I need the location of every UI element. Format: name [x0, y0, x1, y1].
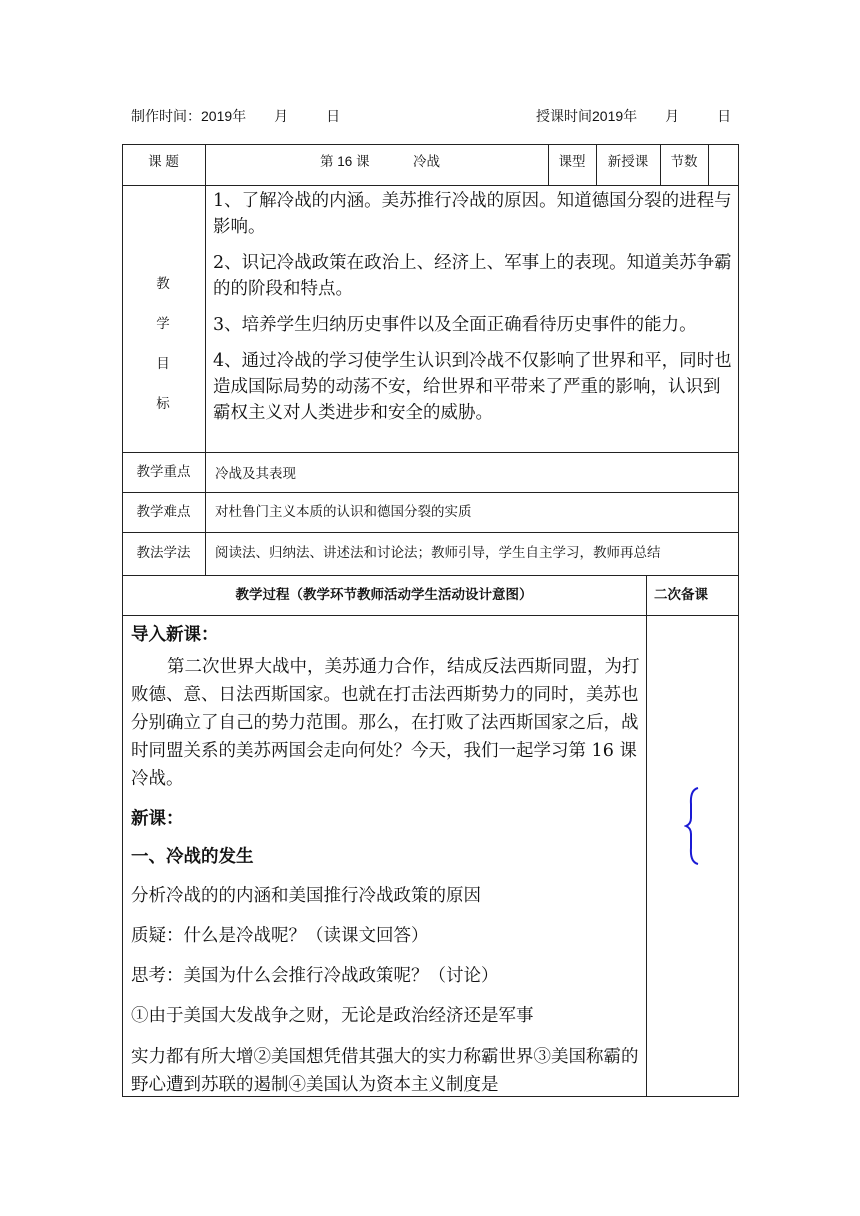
objective-item: 3、培养学生归纳历史事件以及全面正确看待历史事件的能力。 — [213, 315, 697, 335]
production-time — [131, 106, 340, 126]
content-line: 质疑：什么是冷战呢？（读课文回答） — [131, 926, 429, 946]
teaching-month: 月 — [665, 108, 680, 124]
objectives-label-char: 学 — [156, 316, 170, 331]
teaching-time-label: 授课时间2019年 — [536, 108, 638, 124]
brace-icon — [684, 786, 704, 866]
methods-value: 阅读法、归纳法、讲述法和讨论法；教师引导，学生自主学习，教师再总结 — [215, 545, 661, 560]
lesson-number: 第 16 课 — [320, 154, 370, 169]
objective-item: 4、通过冷战的学习使学生认识到冷战不仅影响了世界和平，同时也造成国际局势的动荡不安，给世界和平带来了严重的影响，认识到霸权主义对人类进步和安全的威胁。 — [213, 351, 732, 423]
difficulty-value: 对杜鲁门主义本质的认识和德国分裂的实质 — [215, 504, 472, 519]
objectives-label-char: 教 — [156, 276, 170, 291]
production-time-label: 制作时间：2019年 — [131, 108, 247, 124]
lesson-content — [131, 621, 641, 1099]
teaching-time — [536, 106, 731, 126]
content-line: 思考：美国为什么会推行冷战政策呢？（讨论） — [131, 966, 499, 986]
production-month: 月 — [274, 108, 289, 124]
topic-label: 课 题 — [148, 154, 179, 169]
objectives-list — [213, 188, 733, 436]
new-lesson-heading: 新课： — [131, 808, 184, 828]
periods-label: 节数 — [670, 154, 698, 169]
type-value: 新授课 — [607, 154, 649, 169]
key-points-label: 教学重点 — [136, 464, 191, 479]
content-line: 分析冷战的的内涵和美国推行冷战政策的原因 — [131, 886, 481, 906]
teaching-day: 日 — [717, 108, 732, 124]
objectives-label-char: 标 — [156, 396, 170, 411]
section-heading: 一、冷战的发生 — [131, 846, 254, 866]
content-line: 实力都有所大增②美国想凭借其强大的实力称霸世界③美国称霸的野心遭到苏联的遏制④美国认为资本主义制度是 — [131, 1047, 639, 1095]
methods-label: 教法学法 — [136, 545, 191, 560]
content-line: ①由于美国大发战争之财，无论是政治经济还是军事 — [131, 1006, 534, 1026]
production-day: 日 — [326, 108, 341, 124]
key-points-value: 冷战及其表现 — [215, 466, 296, 481]
intro-text: 第二次世界大战中，美苏通力合作，结成反法西斯同盟，为打败德、意、日法西斯国家。也就在打击法西斯势力的同时，美苏也分别确立了自己的势力范围。那么，在打败了法西斯国家之后，战时同盟关系的美苏两国会走向何处？今天，我们一起学习第 16 课冷战。 — [131, 657, 640, 789]
objective-item: 1、了解冷战的内涵。美苏推行冷战的原因。知道德国分裂的进程与影响。 — [213, 191, 732, 237]
process-header: 教学过程（教学环节教师活动学生活动设计意图） — [235, 587, 533, 602]
objectives-label — [122, 186, 205, 452]
difficulty-label: 教学难点 — [136, 504, 191, 519]
objective-item: 2、识记冷战政策在政治上、经济上、军事上的表现。知道美苏争霸的的阶段和特点。 — [213, 253, 732, 299]
lesson-title: 冷战 — [413, 154, 440, 169]
document-header — [0, 106, 860, 128]
type-label: 课型 — [558, 154, 586, 169]
second-prep-header: 二次备课 — [654, 587, 708, 602]
intro-heading: 导入新课： — [131, 624, 219, 644]
objectives-label-char: 目 — [156, 356, 170, 371]
